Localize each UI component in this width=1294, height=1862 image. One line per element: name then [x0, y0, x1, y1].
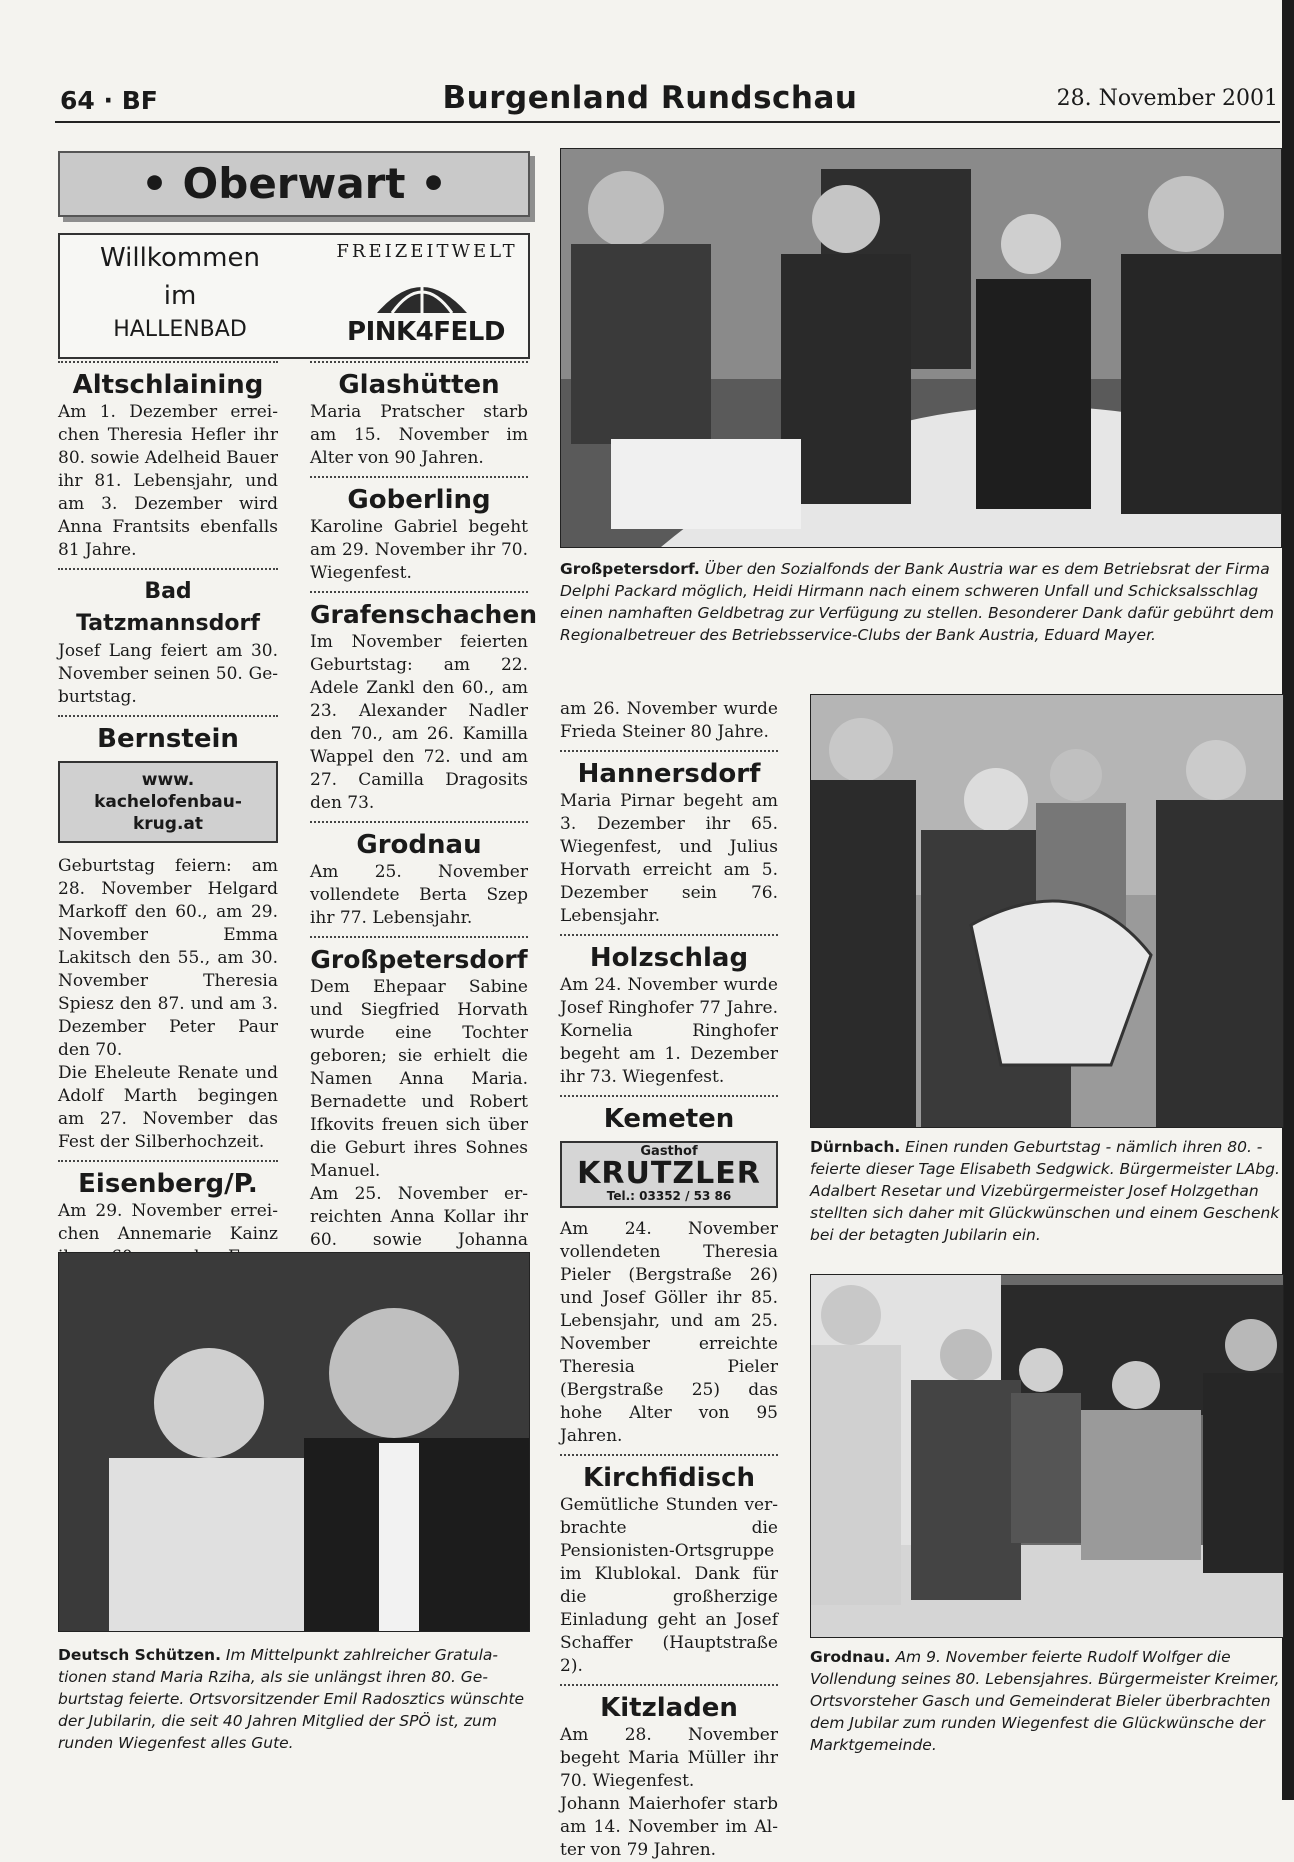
duernbach-photo-image [811, 695, 1283, 1127]
krutzler-ad-line-1: Gasthof [640, 1144, 698, 1159]
caption-deutsch-schuetzen [58, 1644, 530, 1754]
heading-eisenberg: Eisenberg/P. [78, 1169, 258, 1199]
heading-bad-tatzmannsdorf: Bad Tatzmannsdorf [76, 579, 260, 636]
caption-place: Dürnbach. [810, 1138, 901, 1156]
text-kitzladen-2: Johann Maierhofer starb am 14. November im Alter von 79 Jahren. [560, 1794, 778, 1860]
heading-kirchfidisch: Kirchfidisch [583, 1463, 755, 1493]
dotted-separator [58, 568, 278, 570]
dotted-separator [58, 715, 278, 717]
group-photo-image [561, 149, 1281, 547]
text-glashuetten: Maria Pratscher starb am 15. November im Alter von 90 Jahren. [310, 402, 528, 468]
heading-goberling: Goberling [347, 485, 491, 515]
photo-grosspetersdorf [560, 148, 1282, 548]
dotted-separator [58, 361, 278, 363]
text-bernstein: Geburtstag feiern: am 28. November Helgard Markoff den 60., am 29. November Emma Lakitsch den 55., am 30. November Theresia Spiesz den 87. und am 3. Dezember Peter Paur den 70. [58, 856, 278, 1060]
krutzler-ad [560, 1141, 778, 1208]
issue-date: 28. November 2001 [1056, 86, 1278, 111]
caption-body: Einen runden Geburtstag - nämlich ihren 80. - feierte dieser Tage Elisabeth Sedgwick. Bürgermeister LAbg. Adalbert Resetar und Vizebürgermeister Josef Holzgethan stellten sich daher mit Glückwünschen und einem Geschenk bei der betagten Jubilarin ein. [810, 1138, 1280, 1244]
text-kemeten: Am 24. November vollendeten Theresia Pieler (Bergstraße 26) und Josef Göller ihr 85. Lebensjahr, und am 25. November erreichte Theresia Pieler (Bergstraße 25) das hohe Alter von 95 Jahren. [560, 1219, 778, 1446]
text-grosspetersdorf-2: Am 25. November erreichten Anna Kollar ihr 60. sowie Johanna [310, 1184, 528, 1250]
text-hannersdorf: Maria Pirnar begeht am 3. Dezember ihr 65. Wiegenfest, und Julius Horvath erreicht am 5. Dezember sein 76. Lebensjahr. [560, 791, 778, 926]
dotted-separator [310, 361, 528, 363]
heading-grodnau: Grodnau [356, 830, 482, 860]
grodnau-photo-image [811, 1275, 1283, 1637]
heading-kemeten: Kemeten [603, 1104, 735, 1134]
text-goberling: Karoline Gabriel begeht am 29. November ihr 70. Wiegenfest. [310, 517, 528, 583]
page-number: 64 · BF [60, 86, 158, 115]
dotted-separator [310, 591, 528, 593]
text-holzschlag: Am 24. November wurde Josef Ringhofer 77 Jahre. Kornelia Ringhofer begeht am 1. Dezember ihr 73. Wiegenfest. [560, 975, 778, 1087]
caption-body: Am 9. November feierte Rudolf Wolfger die Vollendung seines 80. Lebensjahres. Bürgermeister Kreimer, Ortsvorsteher Gasch und Gemeinderat Bieler überbrachten dem Jubilar zum runden Wiegenfest die Glückwünsche der Marktgemeinde. [810, 1648, 1280, 1754]
text-grosspetersdorf: Dem Ehepaar Sabine und Siegfried Horvath wurde eine Tochter geboren; sie erhielt die Namen Anna Maria. Bernadette und Robert Ifkovits freuen sich über die Geburt ihres Sohnes Manuel. [310, 977, 528, 1181]
caption-body: Im Mittelpunkt zahlreicher Gratulationen stand Maria Rziha, als sie unlängst ihren 80. Geburtstag feierte. Ortsvorsitzender Emil Radosztics wünschte der Jubilarin, die seit 40 Jahren Mitglied der SPÖ ist, zum runden Wiegenfest alles Gute. [58, 1646, 525, 1752]
text-eisenberg: Am 29. November erreichen Annemarie Kainz [58, 1201, 278, 1244]
ad-line-2: im [163, 281, 197, 311]
text-grodnau: Am 25. November vollendete Berta Szep ihr 77. Lebensjahr. [310, 862, 528, 928]
dotted-separator [560, 934, 778, 936]
caption-place: Großpetersdorf. [560, 560, 700, 578]
heading-holzschlag: Holzschlag [589, 943, 749, 973]
ad-line-1: Willkommen [100, 243, 260, 273]
caption-grosspetersdorf [560, 558, 1282, 646]
dotted-separator [310, 936, 528, 938]
caption-place: Grodnau. [810, 1648, 891, 1666]
text-continued: am 26. November wurde Frieda Steiner 80 Jahre. [560, 699, 778, 742]
caption-place: Deutsch Schützen. [58, 1646, 221, 1664]
dotted-separator [560, 1684, 778, 1686]
dotted-separator [58, 1160, 278, 1162]
heading-hannersdorf: Hannersdorf [577, 759, 761, 789]
hallenbad-ad [58, 233, 530, 359]
caption-grodnau [810, 1646, 1282, 1756]
text-bad-tatzmannsdorf: Josef Lang feiert am 30. November seinen 50. Geburtstag. [58, 641, 278, 707]
pinkafeld-logo [322, 241, 522, 353]
caption-duernbach [810, 1136, 1282, 1246]
heading-glashuetten: Glashütten [338, 370, 500, 400]
dotted-separator [560, 750, 778, 752]
column-2 [310, 361, 538, 1298]
deutsch-schuetzen-photo-image [59, 1253, 529, 1631]
photo-grodnau [810, 1274, 1284, 1638]
dotted-separator [560, 1095, 778, 1097]
dotted-separator [310, 476, 528, 478]
column-1 [58, 361, 278, 1315]
ad-line-3: HALLENBAD [113, 317, 247, 342]
section-banner: • Oberwart • [58, 151, 530, 217]
logo-wordmark: PINK4FELD [347, 317, 505, 347]
heading-altschlaining: Altschlaining [72, 370, 264, 400]
header-rule [55, 121, 1280, 123]
text-altschlaining: Am 1. Dezember erreichen Theresia Hefler ihr 80. sowie Adelheid Bauer ihr 81. Lebensjahr, und am 3. Dezember wird Anna Frantsits ebenfalls 81 Jahre. [58, 402, 279, 560]
heading-kitzladen: Kitzladen [600, 1693, 738, 1723]
photo-duernbach [810, 694, 1284, 1128]
text-kitzladen: Am 28. November begeht Maria Müller ihr 70. Wiegenfest. [560, 1725, 778, 1791]
caption-body: Über den Sozialfonds der Bank Austria war es dem Betriebsrat der Firma Delphi Packard möglich, Heidi Hirmann nach einem schweren Unfall und Schicksalsschlag einen namhaften Geldbetrag zur Verfügung zu stellen. Besonderer Dank dafür gebührt dem Regionalbetreuer des Betriebsservice-Clubs der Bank Austria, Eduard Mayer. [560, 560, 1275, 644]
dotted-separator [560, 1454, 778, 1456]
krutzler-ad-phone: Tel.: 03352 / 53 86 [606, 1189, 732, 1203]
dotted-separator [310, 821, 528, 823]
text-kirchfidisch: Gemütliche Stunden verbrachte die Pensionisten-Ortsgruppe im Klublokal. Dank für die großherzige Einladung geht an Josef Schaffer (Hauptstraße 2). [560, 1495, 778, 1676]
heading-bernstein: Bernstein [97, 724, 239, 754]
newspaper-title: Burgenland Rundschau [442, 80, 858, 116]
photo-deutsch-schuetzen [58, 1252, 530, 1632]
column-3 [560, 698, 778, 1862]
text-grafenschachen: Im November feierten Geburtstag: am 22. Adele Zankl den 60., am 23. Alexander Nadler den 70., am 26. Kamilla Wappel den 72. und am 27. Camilla Dragosits den 73. [310, 632, 528, 813]
kachelofenbau-ad: www. kachelofenbau-krug.at [58, 761, 278, 843]
heading-grafenschachen: Grafenschachen [310, 600, 538, 629]
krutzler-ad-name: KRUTZLER [577, 1156, 761, 1191]
heading-grosspetersdorf: Großpetersdorf [310, 945, 528, 974]
text-bernstein-2: Die Eheleute Renate und Adolf Marth begingen am 27. November das Fest der Silberhochzeit. [58, 1063, 278, 1152]
logo-arc-text: FREIZEITWELT [336, 241, 518, 262]
